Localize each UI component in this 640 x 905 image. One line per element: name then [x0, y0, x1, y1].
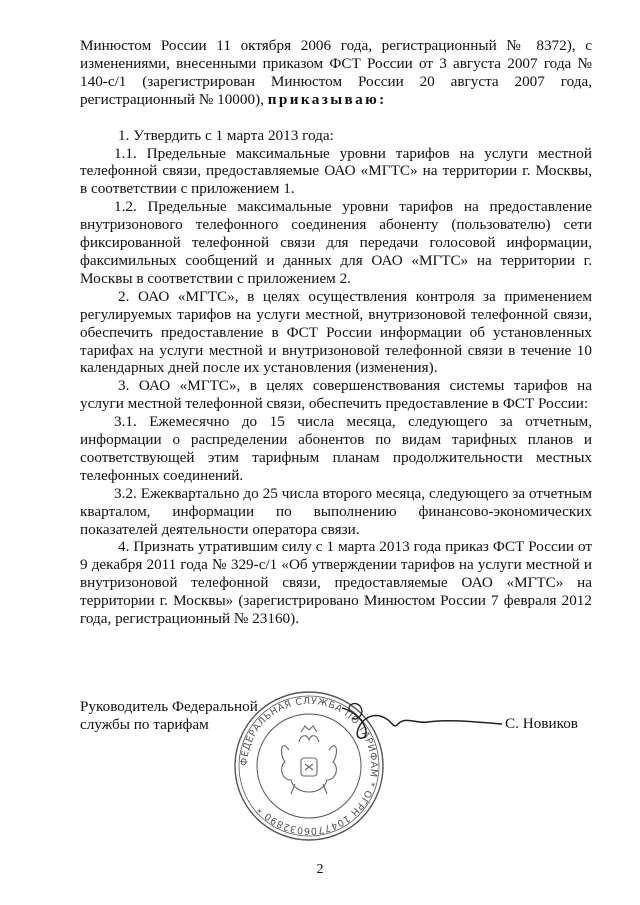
- item-3-1: 3.1. Ежемесячно до 15 числа месяца, следующего за отчетным, информации о распределении абонентов по видам тарифных планов и соответствующей этим тарифным планам продолжительности местных телефонных соединений.: [80, 413, 592, 484]
- order-word: приказываю:: [267, 90, 387, 108]
- blank-line: [80, 109, 592, 127]
- signatory-position-line-1: Руководитель Федеральной: [80, 698, 258, 715]
- intro-paragraph: [80, 37, 592, 109]
- order-body-text: [80, 37, 592, 628]
- eagle-emblem-icon: [282, 726, 337, 794]
- item-1-1: 1.1. Предельные максимальные уровни тарифов на услуги местной телефонной связи, предоставляемые ОАО «МГТС» на территории г. Москвы, в соответствии с приложением 1.: [80, 144, 592, 198]
- signatory-position-line-2: службы по тарифам: [80, 716, 209, 733]
- item-4: 4. Признать утратившим силу с 1 марта 2013 года приказ ФСТ России от 9 декабря 2011 года № 329-с/1 «Об утверждении тарифов на услуги местной и внутризоновой телефонной связи, предоставляемые ОАО «МГТС» на территории г. Москвы» (зарегистрировано Минюстом России 7 февраля 2012 года, регистрационный № 23160).: [80, 538, 592, 628]
- page-number: 2: [316, 862, 324, 877]
- item-3-2: 3.2. Ежеквартально до 25 числа второго месяца, следующего за отчетным кварталом, информации по выполнению финансово-экономических показателей деятельности оператора связи.: [80, 484, 592, 538]
- signatory-name: С. Новиков: [505, 715, 578, 732]
- item-1-2: 1.2. Предельные максимальные уровни тарифов на предоставление внутризонового телефонного соединения абоненту (пользователю) сети фиксированной телефонной связи для передачи голосовой информации, факсимильных сообщений и данных для ОАО «МГТС» на территории г. Москвы в соответствии с приложением 2.: [80, 198, 592, 287]
- seal-ring-text: ФЕДЕРАЛЬНАЯ СЛУЖБА ПО ТАРИФАМ * ОГРН 1047706032890 *: [238, 695, 380, 837]
- item-3: 3. ОАО «МГТС», в целях совершенствования системы тарифов на услуги местной телефонной связи, обеспечить предоставление в ФСТ России:: [80, 377, 592, 413]
- item-1: 1. Утвердить с 1 марта 2013 года:: [118, 126, 334, 144]
- item-2: 2. ОАО «МГТС», в целях осуществления контроля за применением регулируемых тарифов на услуги местной, внутризоновой телефонной связи, обеспечить предоставление в ФСТ России информации об установленных тарифах на услуги местной и внутризоновой телефонной связи в течение 10 календарных дней после их установления (изменения).: [80, 287, 592, 377]
- intro-text: Минюстом России 11 октября 2006 года, регистрационный № 8372), с изменениями, внесенными приказом ФСТ России от 3 августа 2007 года № 140-с/1 (зарегистрирован Минюстом России 20 августа 2007 года, регистрационный № 10000),: [80, 37, 592, 108]
